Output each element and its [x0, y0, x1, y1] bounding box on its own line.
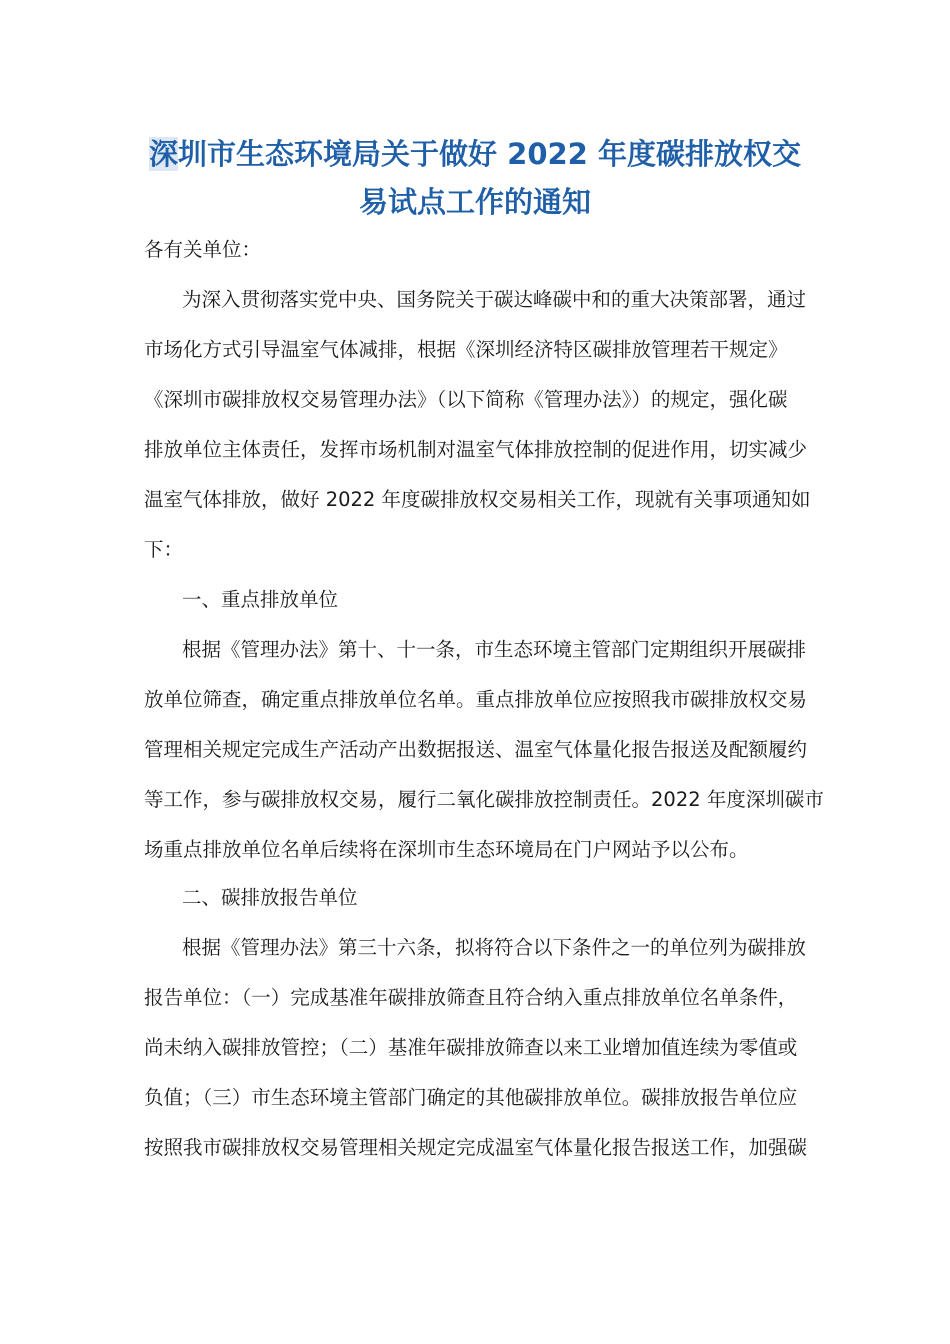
section2-line: 报告单位：（一）完成基准年碳排放筛查且符合纳入重点排放单位名单条件，: [144, 986, 798, 1009]
section1-line: 放单位筛查，确定重点排放单位名单。重点排放单位应按照我市碳排放权交易: [144, 688, 808, 711]
intro-line: 排放单位主体责任，发挥市场机制对温室气体排放控制的促进作用，切实减少: [144, 438, 808, 461]
section2-line: 根据《管理办法》第三十六条，拟将符合以下条件之一的单位列为碳排放: [182, 936, 807, 959]
section2-line: 负值；（三）市生态环境主管部门确定的其他碳排放单位。碳排放报告单位应: [144, 1086, 798, 1109]
title-line-1: [140, 130, 810, 178]
section1-line: 等工作，参与碳排放权交易，履行二氧化碳排放控制责任。2022 年度深圳碳市: [144, 788, 824, 811]
section1-line: 管理相关规定完成生产活动产出数据报送、温室气体量化报告报送及配额履约: [144, 738, 808, 761]
section2-line: 按照我市碳排放权交易管理相关规定完成温室气体量化报告报送工作，加强碳: [144, 1136, 808, 1159]
section2-line: 尚未纳入碳排放管控；（二）基准年碳排放筛查以来工业增加值连续为零值或: [144, 1036, 798, 1059]
intro-line: 为深入贯彻落实党中央、国务院关于碳达峰碳中和的重大决策部署，通过: [182, 288, 807, 311]
title-line-2: 易试点工作的通知: [358, 185, 591, 219]
intro-line: 下：: [144, 538, 184, 561]
intro-line: 温室气体排放，做好 2022 年度碳排放权交易相关工作，现就有关事项通知如: [144, 488, 811, 511]
intro-line: 市场化方式引导温室气体减排，根据《深圳经济特区碳排放管理若干规定》: [144, 338, 788, 361]
section-heading: 一、重点排放单位: [182, 588, 339, 611]
section1-line: 场重点排放单位名单后续将在深圳市生态环境局在门户网站予以公布。: [144, 838, 749, 861]
salutation: 各有关单位：: [144, 238, 262, 261]
section-heading: 二、碳排放报告单位: [182, 886, 358, 909]
title-line-1-rest: 圳市生态环境局关于做好 2022 年度碳排放权交: [178, 137, 801, 171]
document-title: [140, 130, 810, 226]
section1-line: 根据《管理办法》第十、十一条，市生态环境主管部门定期组织开展碳排: [182, 638, 807, 661]
intro-line: 《深圳市碳排放权交易管理办法》（以下简称《管理办法》）的规定，强化碳: [144, 388, 788, 411]
title-highlighted-char: 深: [149, 137, 179, 171]
